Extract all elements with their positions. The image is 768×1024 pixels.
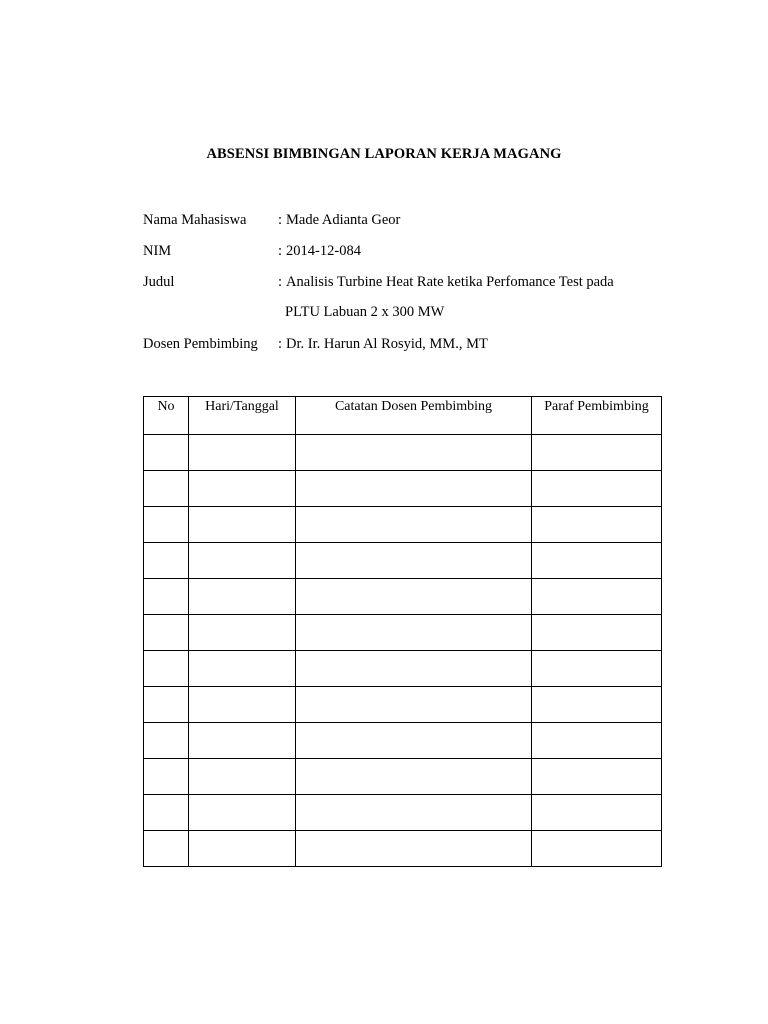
colon: : — [278, 274, 283, 290]
cell-date — [189, 435, 296, 471]
cell-no — [144, 795, 189, 831]
table-row — [144, 795, 662, 831]
cell-no — [144, 651, 189, 687]
cell-signature — [532, 471, 662, 507]
judul-label: Judul — [143, 274, 175, 290]
cell-signature — [532, 579, 662, 615]
nama-value-wrap — [278, 210, 400, 230]
table-body — [144, 435, 662, 867]
attendance-table — [143, 396, 662, 867]
table-row — [144, 651, 662, 687]
cell-signature — [532, 435, 662, 471]
table-row — [144, 615, 662, 651]
cell-no — [144, 723, 189, 759]
cell-date — [189, 687, 296, 723]
cell-date — [189, 795, 296, 831]
cell-signature — [532, 831, 662, 867]
cell-notes — [296, 687, 532, 723]
nim-label: NIM — [143, 243, 172, 259]
cell-signature — [532, 507, 662, 543]
table-header-row — [144, 397, 662, 435]
cell-no — [144, 615, 189, 651]
cell-date — [189, 543, 296, 579]
cell-date — [189, 759, 296, 795]
page-title: ABSENSI BIMBINGAN LAPORAN KERJA MAGANG — [206, 146, 562, 162]
cell-date — [189, 579, 296, 615]
cell-notes — [296, 723, 532, 759]
dosen-label: Dosen Pembimbing — [143, 336, 258, 352]
cell-date — [189, 471, 296, 507]
table-row — [144, 471, 662, 507]
header-no: No — [144, 397, 189, 435]
table-row — [144, 759, 662, 795]
table-row — [144, 435, 662, 471]
cell-notes — [296, 435, 532, 471]
cell-no — [144, 759, 189, 795]
cell-notes — [296, 831, 532, 867]
cell-signature — [532, 543, 662, 579]
cell-no — [144, 831, 189, 867]
header-date: Hari/Tanggal — [189, 397, 296, 435]
cell-no — [144, 687, 189, 723]
dosen-value: Dr. Ir. Harun Al Rosyid, MM., MT — [286, 336, 488, 352]
cell-signature — [532, 651, 662, 687]
cell-signature — [532, 615, 662, 651]
judul-value-line2: PLTU Labuan 2 x 300 MW — [285, 304, 445, 320]
table-row — [144, 543, 662, 579]
cell-notes — [296, 651, 532, 687]
colon: : — [278, 336, 283, 352]
table-row — [144, 507, 662, 543]
cell-date — [189, 723, 296, 759]
cell-notes — [296, 543, 532, 579]
cell-notes — [296, 579, 532, 615]
cell-date — [189, 651, 296, 687]
cell-notes — [296, 795, 532, 831]
cell-no — [144, 471, 189, 507]
cell-notes — [296, 615, 532, 651]
judul-value-line1: Analisis Turbine Heat Rate ketika Perfomance Test pada — [286, 274, 614, 290]
cell-no — [144, 435, 189, 471]
colon: : — [278, 243, 283, 259]
cell-signature — [532, 687, 662, 723]
cell-date — [189, 615, 296, 651]
dosen-value-wrap — [278, 334, 488, 354]
cell-date — [189, 507, 296, 543]
table-row — [144, 687, 662, 723]
cell-signature — [532, 759, 662, 795]
header-signature: Paraf Pembimbing — [532, 397, 662, 435]
colon: : — [278, 212, 283, 228]
nim-value-wrap — [278, 241, 361, 261]
table-row — [144, 723, 662, 759]
cell-notes — [296, 507, 532, 543]
cell-notes — [296, 759, 532, 795]
table-row — [144, 579, 662, 615]
header-notes: Catatan Dosen Pembimbing — [296, 397, 532, 435]
nama-value: Made Adianta Geor — [286, 212, 401, 228]
table-row — [144, 831, 662, 867]
nama-label: Nama Mahasiswa — [143, 212, 247, 228]
nim-value: 2014-12-084 — [286, 243, 361, 259]
cell-no — [144, 543, 189, 579]
cell-signature — [532, 723, 662, 759]
cell-signature — [532, 795, 662, 831]
judul-value-wrap — [278, 272, 614, 292]
cell-no — [144, 507, 189, 543]
cell-no — [144, 579, 189, 615]
cell-date — [189, 831, 296, 867]
cell-notes — [296, 471, 532, 507]
